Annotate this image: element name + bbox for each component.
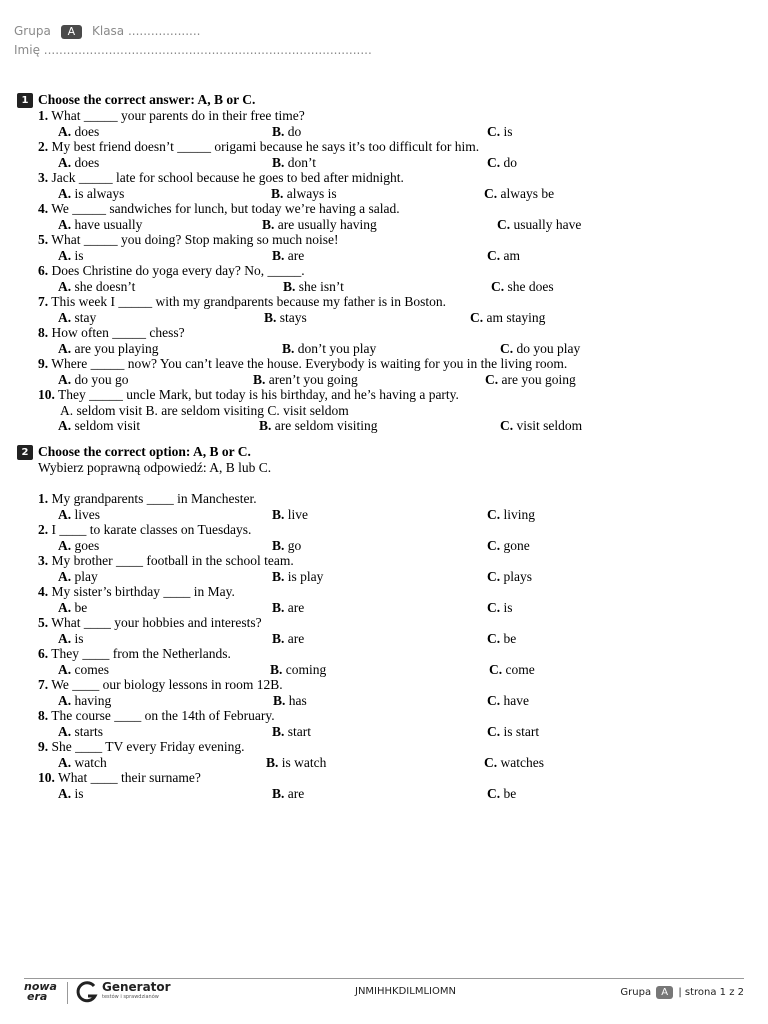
option-text: goes bbox=[74, 537, 100, 553]
question-number: 10. bbox=[38, 387, 55, 402]
option-letter: B. bbox=[253, 371, 266, 387]
question-9 bbox=[38, 739, 244, 754]
option-letter: A. bbox=[58, 630, 72, 646]
option-a bbox=[58, 124, 99, 139]
option-text: starts bbox=[74, 723, 103, 739]
option-letter: A. bbox=[58, 309, 72, 325]
option-text: lives bbox=[74, 506, 100, 522]
option-letter: C. bbox=[487, 506, 501, 522]
option-letter: B. bbox=[264, 309, 277, 325]
question-number: 3. bbox=[38, 553, 49, 568]
question-number: 4. bbox=[38, 201, 49, 216]
option-text: be bbox=[503, 630, 517, 646]
question-number: 9. bbox=[38, 356, 49, 371]
question-extra-line: A. seldom visit B. are seldom visiting C. visit seldom bbox=[60, 402, 349, 418]
option-text: always is bbox=[286, 185, 337, 201]
question-text: We ____ our biology lessons in room 12B. bbox=[51, 677, 283, 692]
logo-separator bbox=[67, 982, 68, 1004]
option-a bbox=[58, 155, 99, 170]
question-number: 3. bbox=[38, 170, 49, 185]
option-letter: A. bbox=[58, 506, 72, 522]
question-number: 4. bbox=[38, 584, 49, 599]
option-text: do bbox=[287, 123, 302, 139]
option-a bbox=[58, 217, 142, 232]
question-5 bbox=[38, 615, 262, 630]
option-b bbox=[272, 631, 304, 646]
option-letter: A. bbox=[58, 185, 72, 201]
option-text: be bbox=[503, 785, 517, 801]
question-9 bbox=[38, 356, 567, 371]
option-text: she doesn’t bbox=[74, 278, 136, 294]
option-b bbox=[272, 569, 323, 584]
option-a bbox=[58, 693, 111, 708]
question-text: My best friend doesn’t _____ origami because he says it’s too difficult for him. bbox=[51, 139, 480, 154]
footer-page-info bbox=[620, 986, 744, 999]
question-text: My sister’s birthday ____ in May. bbox=[51, 584, 235, 599]
question-number: 9. bbox=[38, 739, 49, 754]
option-b bbox=[262, 217, 377, 232]
option-c bbox=[484, 755, 544, 770]
option-letter: C. bbox=[487, 568, 501, 584]
logo-line-1: nowa bbox=[24, 980, 57, 993]
option-letter: C. bbox=[487, 692, 501, 708]
option-text: have usually bbox=[74, 216, 143, 232]
option-text: be bbox=[74, 599, 88, 615]
option-a bbox=[58, 755, 107, 770]
option-b bbox=[270, 662, 326, 677]
question-text: What ____ their surname? bbox=[58, 770, 201, 785]
option-c bbox=[500, 341, 580, 356]
option-a bbox=[58, 569, 98, 584]
option-text: are bbox=[287, 785, 305, 801]
option-c bbox=[487, 600, 513, 615]
question-text: Jack _____ late for school because he goes to bed after midnight. bbox=[51, 170, 404, 185]
question-number: 2. bbox=[38, 522, 49, 537]
option-text: are you playing bbox=[74, 340, 159, 356]
class-field: Klasa ................... bbox=[92, 24, 201, 38]
option-letter: A. bbox=[58, 537, 72, 553]
option-b bbox=[273, 693, 307, 708]
option-text: has bbox=[288, 692, 307, 708]
option-text: play bbox=[74, 568, 98, 584]
question-3 bbox=[38, 553, 294, 568]
option-b bbox=[272, 786, 304, 801]
option-text: have bbox=[503, 692, 529, 708]
section-2-number: 2 bbox=[17, 445, 33, 460]
option-letter: C. bbox=[487, 630, 501, 646]
question-6 bbox=[38, 263, 305, 278]
question-10 bbox=[38, 387, 459, 402]
option-c bbox=[487, 786, 516, 801]
option-text: she does bbox=[507, 278, 554, 294]
option-a bbox=[58, 538, 99, 553]
question-number: 6. bbox=[38, 646, 49, 661]
question-number: 2. bbox=[38, 139, 49, 154]
option-b bbox=[272, 155, 316, 170]
option-text: don’t you play bbox=[297, 340, 377, 356]
option-letter: B. bbox=[272, 723, 285, 739]
question-10 bbox=[38, 770, 201, 785]
option-letter: C. bbox=[491, 278, 505, 294]
generator-subtitle: testów i sprawdzianów bbox=[102, 994, 159, 1000]
option-text: visit seldom bbox=[516, 418, 583, 433]
question-8 bbox=[38, 325, 185, 340]
option-letter: B. bbox=[262, 216, 275, 232]
option-letter: B. bbox=[273, 692, 286, 708]
option-a bbox=[58, 310, 96, 325]
option-letter: A. bbox=[58, 661, 72, 677]
option-text: plays bbox=[503, 568, 532, 584]
option-letter: B. bbox=[272, 123, 285, 139]
option-letter: B. bbox=[270, 661, 283, 677]
option-letter: A. bbox=[58, 340, 72, 356]
option-letter: B. bbox=[272, 247, 285, 263]
option-a bbox=[58, 186, 124, 201]
option-b bbox=[272, 507, 308, 522]
name-field: Imię ...................................................................................... bbox=[14, 43, 372, 57]
option-c bbox=[470, 310, 545, 325]
question-text: My grandparents ____ in Manchester. bbox=[51, 491, 257, 506]
question-4 bbox=[38, 201, 400, 216]
group-badge: A bbox=[61, 25, 83, 39]
option-text: don’t bbox=[287, 154, 317, 170]
question-1 bbox=[38, 491, 257, 506]
option-text: do you play bbox=[516, 340, 581, 356]
option-text: seldom visit bbox=[74, 418, 141, 433]
option-a bbox=[58, 507, 100, 522]
section-1-title bbox=[17, 92, 255, 108]
option-b bbox=[272, 724, 311, 739]
option-a bbox=[58, 418, 140, 433]
option-c bbox=[487, 693, 529, 708]
generator-g-icon bbox=[76, 980, 98, 1004]
option-letter: B. bbox=[266, 754, 279, 770]
option-letter: A. bbox=[58, 785, 72, 801]
option-b bbox=[283, 279, 344, 294]
option-letter: B. bbox=[272, 568, 285, 584]
question-text: What _____ your parents do in their free time? bbox=[51, 108, 305, 123]
option-text: live bbox=[287, 506, 309, 522]
option-letter: A. bbox=[58, 692, 72, 708]
option-letter: A. bbox=[58, 599, 72, 615]
question-number: 5. bbox=[38, 615, 49, 630]
question-text: I ____ to karate classes on Tuesdays. bbox=[51, 522, 252, 537]
option-b bbox=[272, 248, 304, 263]
option-text: comes bbox=[74, 661, 109, 677]
option-c bbox=[487, 124, 513, 139]
option-a bbox=[58, 662, 109, 677]
option-c bbox=[485, 372, 576, 387]
option-letter: B. bbox=[271, 185, 284, 201]
question-7 bbox=[38, 677, 283, 692]
option-letter: A. bbox=[58, 418, 72, 433]
question-number: 7. bbox=[38, 294, 49, 309]
option-b bbox=[271, 186, 337, 201]
option-letter: B. bbox=[272, 537, 285, 553]
option-letter: C. bbox=[487, 723, 501, 739]
question-2 bbox=[38, 522, 251, 537]
option-b bbox=[264, 310, 307, 325]
option-letter: B. bbox=[282, 340, 295, 356]
section-1-number: 1 bbox=[17, 93, 33, 108]
question-number: 1. bbox=[38, 491, 49, 506]
option-a bbox=[58, 631, 84, 646]
question-text: She ____ TV every Friday evening. bbox=[51, 739, 245, 754]
option-text: living bbox=[503, 506, 536, 522]
question-text: What _____ you doing? Stop making so much noise! bbox=[51, 232, 339, 247]
question-text: They _____ uncle Mark, but today is his birthday, and he’s having a party. bbox=[58, 387, 459, 402]
option-text: having bbox=[74, 692, 112, 708]
question-text: My brother ____ football in the school team. bbox=[51, 553, 294, 568]
option-letter: C. bbox=[497, 216, 511, 232]
option-b bbox=[266, 755, 326, 770]
option-letter: C. bbox=[484, 754, 498, 770]
option-text: watch bbox=[74, 754, 107, 770]
question-number: 1. bbox=[38, 108, 49, 123]
option-text: are usually having bbox=[277, 216, 377, 232]
option-letter: B. bbox=[259, 418, 272, 433]
option-letter: C. bbox=[487, 154, 501, 170]
footer-divider bbox=[24, 978, 744, 979]
option-letter: A. bbox=[58, 723, 72, 739]
question-text: Where _____ now? You can’t leave the house. Everybody is waiting for you in the living room. bbox=[51, 356, 568, 371]
option-text: always be bbox=[500, 185, 555, 201]
question-number: 6. bbox=[38, 263, 49, 278]
option-c bbox=[487, 507, 535, 522]
question-text: How often _____ chess? bbox=[51, 325, 185, 340]
option-text: is watch bbox=[281, 754, 327, 770]
question-text: The course ____ on the 14th of February. bbox=[51, 708, 275, 723]
option-c bbox=[487, 631, 516, 646]
footer-page-label: | strona 1 z 2 bbox=[678, 987, 744, 998]
option-text: are bbox=[287, 599, 305, 615]
option-text: go bbox=[287, 537, 302, 553]
question-3 bbox=[38, 170, 404, 185]
option-c bbox=[487, 724, 539, 739]
option-c bbox=[484, 186, 554, 201]
option-text: is play bbox=[287, 568, 324, 584]
option-letter: C. bbox=[487, 123, 501, 139]
option-letter: B. bbox=[272, 785, 285, 801]
option-b bbox=[272, 124, 301, 139]
option-a bbox=[58, 248, 84, 263]
option-text: she isn’t bbox=[298, 278, 344, 294]
option-a bbox=[58, 600, 87, 615]
footer-group-label: Grupa bbox=[620, 987, 652, 998]
option-text: is always bbox=[74, 185, 125, 201]
option-text: do you go bbox=[74, 371, 129, 387]
option-c bbox=[487, 248, 520, 263]
question-text: What ____ your hobbies and interests? bbox=[51, 615, 262, 630]
option-letter: A. bbox=[58, 568, 72, 584]
option-letter: B. bbox=[283, 278, 296, 294]
question-number: 8. bbox=[38, 708, 49, 723]
option-text: come bbox=[505, 661, 535, 677]
question-number: 10. bbox=[38, 770, 55, 785]
option-letter: A. bbox=[58, 371, 72, 387]
question-text: This week I _____ with my grandparents because my father is in Boston. bbox=[51, 294, 447, 309]
option-c bbox=[489, 662, 535, 677]
section-2-title bbox=[17, 444, 251, 460]
option-text: is bbox=[74, 785, 84, 801]
question-text: Does Christine do yoga every day? No, _____. bbox=[51, 263, 305, 278]
footer-group-badge: A bbox=[656, 986, 673, 999]
option-a bbox=[58, 279, 135, 294]
option-letter: C. bbox=[500, 418, 514, 433]
option-c bbox=[487, 569, 532, 584]
option-letter: A. bbox=[58, 216, 72, 232]
option-a bbox=[58, 786, 84, 801]
option-letter: B. bbox=[272, 630, 285, 646]
option-letter: C. bbox=[487, 599, 501, 615]
option-text: is bbox=[74, 630, 84, 646]
option-text: watches bbox=[500, 754, 544, 770]
option-c bbox=[491, 279, 554, 294]
option-text: does bbox=[74, 123, 100, 139]
option-text: usually have bbox=[513, 216, 582, 232]
option-text: is start bbox=[503, 723, 540, 739]
question-text: They ____ from the Netherlands. bbox=[51, 646, 231, 661]
option-letter: C. bbox=[487, 785, 501, 801]
question-5 bbox=[38, 232, 338, 247]
option-text: stay bbox=[74, 309, 97, 325]
question-text: We _____ sandwiches for lunch, but today we’re having a salad. bbox=[51, 201, 400, 216]
option-text: gone bbox=[503, 537, 530, 553]
option-b bbox=[272, 600, 304, 615]
option-c bbox=[487, 155, 517, 170]
question-number: 7. bbox=[38, 677, 49, 692]
option-a bbox=[58, 372, 129, 387]
section-1-heading: Choose the correct answer: A, B or C. bbox=[38, 92, 256, 107]
option-letter: C. bbox=[487, 247, 501, 263]
option-letter: A. bbox=[58, 123, 72, 139]
question-7 bbox=[38, 294, 446, 309]
group-label: Grupa bbox=[14, 24, 51, 38]
option-text: start bbox=[287, 723, 312, 739]
option-text: is bbox=[503, 599, 513, 615]
option-text: stays bbox=[279, 309, 307, 325]
option-text: am staying bbox=[486, 309, 546, 325]
header-group-line bbox=[14, 24, 200, 39]
option-letter: C. bbox=[484, 185, 498, 201]
question-6 bbox=[38, 646, 231, 661]
question-8 bbox=[38, 708, 275, 723]
option-letter: C. bbox=[500, 340, 514, 356]
option-text: coming bbox=[285, 661, 327, 677]
option-c bbox=[497, 217, 581, 232]
question-2 bbox=[38, 139, 479, 154]
option-text: is bbox=[74, 247, 84, 263]
option-letter: A. bbox=[58, 247, 72, 263]
option-text: are seldom visiting bbox=[274, 418, 378, 433]
option-letter: C. bbox=[489, 661, 503, 677]
option-text: are bbox=[287, 247, 305, 263]
option-letter: B. bbox=[272, 599, 285, 615]
question-number: 5. bbox=[38, 232, 49, 247]
option-a bbox=[58, 341, 158, 356]
option-b bbox=[253, 372, 358, 387]
option-letter: A. bbox=[58, 154, 72, 170]
section-2-heading: Choose the correct option: A, B or C. bbox=[38, 444, 251, 459]
test-code: JNMIHHKDILMLIOMN bbox=[355, 986, 456, 997]
section-2-subtitle: Wybierz poprawną odpowiedź: A, B lub C. bbox=[38, 460, 272, 475]
option-b bbox=[259, 418, 378, 433]
option-letter: B. bbox=[272, 506, 285, 522]
option-text: are bbox=[287, 630, 305, 646]
option-b bbox=[282, 341, 376, 356]
option-letter: A. bbox=[58, 278, 72, 294]
option-letter: C. bbox=[470, 309, 484, 325]
option-c bbox=[487, 538, 530, 553]
option-text: do bbox=[503, 154, 517, 170]
option-text: are you going bbox=[501, 371, 576, 387]
option-c bbox=[500, 418, 582, 433]
option-text: aren’t you going bbox=[268, 371, 358, 387]
option-letter: B. bbox=[272, 154, 285, 170]
option-text: am bbox=[503, 247, 520, 263]
logo-line-2: era bbox=[27, 990, 48, 1003]
option-letter: A. bbox=[58, 754, 72, 770]
question-1 bbox=[38, 108, 305, 123]
question-4 bbox=[38, 584, 235, 599]
option-letter: C. bbox=[485, 371, 499, 387]
option-text: does bbox=[74, 154, 100, 170]
question-number: 8. bbox=[38, 325, 49, 340]
option-b bbox=[272, 538, 301, 553]
option-a bbox=[58, 724, 103, 739]
nowa-era-logo bbox=[24, 982, 57, 1002]
option-letter: C. bbox=[487, 537, 501, 553]
option-text: is bbox=[503, 123, 513, 139]
generator-title: Generator bbox=[102, 980, 171, 994]
